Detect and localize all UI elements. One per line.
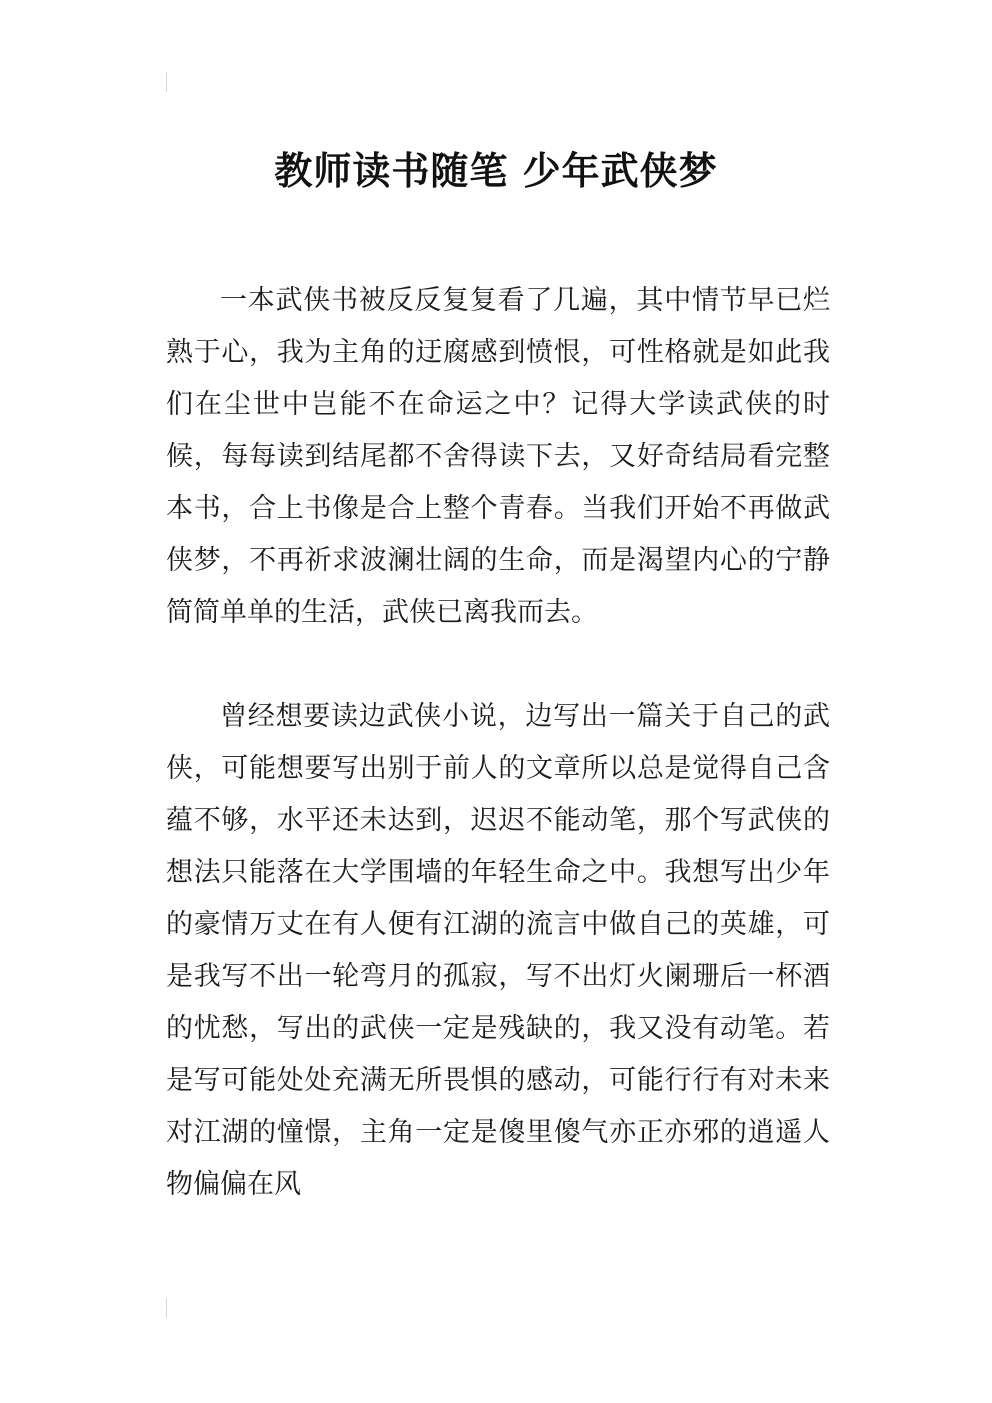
paragraph-1: 一本武侠书被反反复复看了几遍，其中情节早已烂熟于心，我为主角的迂腐感到愤恨，可性格就是如此我们在尘世中岂能不在命运之中？记得大学读武侠的时候，每每读到结尾都不舍得读下去，又好奇结局看完整本书，合上书像是合上整个青春。当我们开始不再做武侠梦，不再祈求波澜壮阔的生命，而是渴望内心的宁静简简单单的生活，武侠已离我而去。 (166, 285, 830, 628)
paragraph-2: 曾经想要读边武侠小说，边写出一篇关于自己的武侠，可能想要写出别于前人的文章所以总是觉得自己含蕴不够，水平还未达到，迟迟不能动笔，那个写武侠的想法只能落在大学围墙的年轻生命之中。我想写出少年的豪情万丈在有人便有江湖的流言中做自己的英雄，可是我写不出一轮弯月的孤寂，写不出灯火阑珊后一杯酒的忧愁，写出的武侠一定是残缺的，我又没有动笔。若是写可能处处充满无所畏惧的感动，可能行行有对未来对江湖的憧憬，主角一定是傻里傻气亦正亦邪的逍遥人物偏偏在风 (166, 701, 830, 1200)
document-body (166, 275, 830, 1211)
page-corner-mark-bottom (166, 1298, 167, 1318)
page-corner-mark-top (166, 72, 167, 92)
page-title: 教师读书随笔 少年武侠梦 (274, 149, 718, 194)
